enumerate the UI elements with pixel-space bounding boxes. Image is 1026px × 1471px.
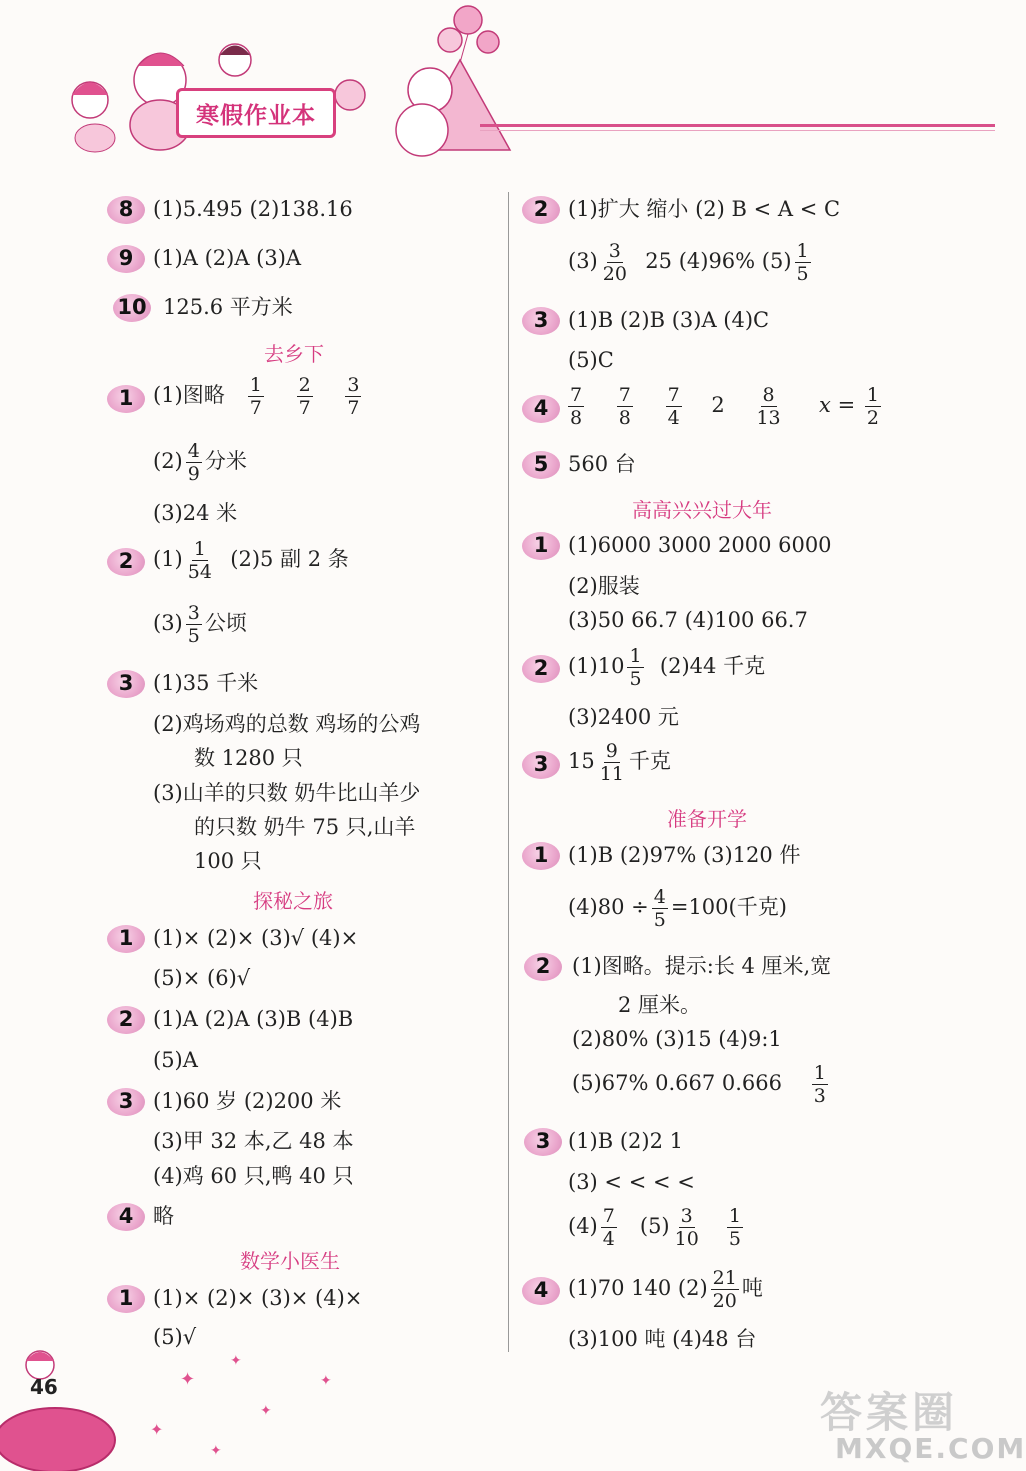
header-title: 寒假作业本	[196, 102, 316, 129]
answer-line: (3)50 66.7 (4)100 66.7	[568, 608, 808, 632]
question-badge: 1	[522, 840, 560, 870]
answer-line: (3) < < < <	[568, 1170, 695, 1194]
answer-line: $\frac{7}{8}$ $\frac{7}{8}$ $\frac{7}{4}$ 2 $\frac{8}{13}$ x = $\frac{1}{2}$	[570, 384, 879, 429]
question-badge: 1	[107, 383, 145, 413]
question-badge: 4	[522, 393, 560, 423]
answer-line: (1)10 $\frac{1}{5}$ (2)44 千克	[568, 645, 766, 690]
answer-line: (3)山羊的只数 奶牛比山羊少	[153, 781, 421, 805]
answer-line: 的只数 奶牛 75 只,山羊	[194, 815, 416, 839]
question-badge: 5	[522, 449, 560, 479]
question-badge: 3	[107, 1086, 145, 1116]
answer-line: (3)2400 元	[568, 705, 679, 729]
answer-line: (3)甲 32 本,乙 48 本	[153, 1129, 354, 1153]
svg-text:✦: ✦	[260, 1403, 272, 1419]
watermark-logo: 答案圈	[820, 1388, 959, 1437]
fraction: $\frac{3}{10}$	[674, 1205, 699, 1250]
question-badge: 2	[107, 1004, 145, 1034]
fraction: $\frac{9}{11}$	[599, 740, 624, 785]
answer-line: (2)服装	[568, 574, 640, 598]
question-badge: 1	[107, 1283, 145, 1313]
answer-line: (5)67% 0.667 0.666 $\frac{1}{3}$	[572, 1062, 826, 1107]
answer-line: (1)× (2)× (3)× (4)×	[153, 1286, 363, 1310]
fraction: $\frac{7}{8}$	[570, 384, 583, 429]
fraction: $\frac{1}{2}$	[866, 384, 879, 429]
fraction: $\frac{7}{4}$	[602, 1205, 615, 1250]
watermark-url: MXQE.COM	[835, 1432, 1026, 1465]
question-badge: 3	[522, 305, 560, 335]
question-badge: 10	[113, 292, 151, 322]
question-badge: 3	[107, 668, 145, 698]
answer-line: (1)A (2)A (3)A	[153, 246, 302, 270]
column-divider	[508, 192, 509, 1352]
answer-line: (5)A	[153, 1048, 198, 1072]
answer-line: (1)图略 $\frac{1}{7}$ $\frac{2}{7}$ $\frac{3}{7}$	[153, 374, 360, 419]
fraction: $\frac{4}{9}$	[187, 440, 200, 485]
svg-text:✦: ✦	[210, 1443, 222, 1459]
answer-line: (1)35 千米	[153, 671, 259, 695]
fraction: $\frac{3}{7}$	[347, 374, 360, 419]
svg-text:✦: ✦	[230, 1353, 242, 1369]
header-rule	[480, 124, 995, 127]
answer-line: 100 只	[194, 849, 262, 873]
question-badge: 3	[524, 1126, 562, 1156]
answer-line: (1)B (2)B (3)A (4)C	[568, 308, 770, 332]
question-badge: 2	[107, 546, 145, 576]
question-badge: 8	[107, 194, 145, 224]
answer-line: (1)60 岁 (2)200 米	[153, 1089, 342, 1113]
answer-line: (2) $\frac{4}{9}$ 分米	[153, 440, 247, 485]
answer-line: (2)80% (3)15 (4)9:1	[572, 1027, 782, 1051]
section-title: 去乡下	[264, 342, 324, 366]
question-badge: 3	[522, 749, 560, 779]
answer-line: (1)5.495 (2)138.16	[153, 197, 353, 221]
answer-line: (5)C	[568, 348, 614, 372]
answer-line: (3) $\frac{3}{20}$ 25 (4)96% (5) $\frac{1}{5}$	[568, 240, 809, 285]
fraction: $\frac{7}{8}$	[618, 384, 631, 429]
fraction: $\frac{1}{5}$	[629, 645, 642, 690]
question-badge: 4	[522, 1275, 560, 1305]
answer-line: (1)图略。提示:长 4 厘米,宽	[572, 954, 832, 978]
answer-line: (2)鸡场鸡的总数 鸡场的公鸡	[153, 712, 421, 736]
answer-line: (4)鸡 60 只,鸭 40 只	[153, 1164, 354, 1188]
answer-line: (4)80 ÷ $\frac{4}{5}$ =100(千克)	[568, 886, 787, 931]
answer-line: (1) $\frac{1}{54}$ (2)5 副 2 条	[153, 538, 349, 583]
answer-line: 15 $\frac{9}{11}$ 千克	[568, 740, 671, 785]
fraction: $\frac{7}{4}$	[667, 384, 680, 429]
question-badge: 1	[107, 923, 145, 953]
svg-text:✦: ✦	[180, 1369, 196, 1390]
fraction: $\frac{1}{7}$	[249, 374, 262, 419]
fraction: $\frac{2}{7}$	[298, 374, 311, 419]
fraction: $\frac{1}{5}$	[796, 240, 809, 285]
section-title: 探秘之旅	[253, 889, 333, 913]
answer-line: 数 1280 只	[194, 746, 303, 770]
section-title: 数学小医生	[240, 1249, 340, 1273]
question-badge: 9	[107, 243, 145, 273]
answer-line: 略	[153, 1204, 174, 1228]
fraction: $\frac{1}{5}$	[728, 1205, 741, 1250]
footer-decoration	[0, 1345, 340, 1471]
fraction: $\frac{4}{5}$	[653, 886, 666, 931]
answer-line: (1)B (2)2 1	[568, 1129, 683, 1153]
answer-line: (1)× (2)× (3)√ (4)×	[153, 926, 359, 950]
question-badge: 1	[522, 530, 560, 560]
answer-line: (3)100 吨 (4)48 台	[568, 1327, 757, 1351]
page-number: 46	[30, 1375, 58, 1399]
header-rule-thin	[480, 130, 995, 131]
fraction: $\frac{21}{20}$	[712, 1267, 737, 1312]
svg-text:✦: ✦	[150, 1420, 164, 1439]
answer-line: (4) $\frac{7}{4}$ (5) $\frac{3}{10}$ $\frac{1}{5}$	[568, 1205, 741, 1250]
answer-line: 560 台	[568, 452, 636, 476]
answer-line: (1)B (2)97% (3)120 件	[568, 843, 801, 867]
section-title: 高高兴兴过大年	[632, 498, 772, 522]
answer-line: 125.6 平方米	[163, 295, 293, 319]
svg-text:✦: ✦	[320, 1373, 332, 1389]
fraction: $\frac{8}{13}$	[756, 384, 781, 429]
fraction: $\frac{1}{3}$	[813, 1062, 826, 1107]
answer-line: (1)6000 3000 2000 6000	[568, 533, 832, 557]
answer-line: (1)70 140 (2) $\frac{21}{20}$ 吨	[568, 1267, 763, 1312]
question-badge: 4	[107, 1201, 145, 1231]
fraction: $\frac{3}{5}$	[187, 602, 200, 647]
answer-line: 2 厘米。	[618, 993, 702, 1017]
answer-line: (1)扩大 缩小 (2) B < A < C	[568, 197, 841, 221]
question-badge: 2	[522, 194, 560, 224]
fraction: $\frac{1}{54}$	[187, 538, 212, 583]
header-banner	[176, 88, 336, 138]
question-badge: 2	[522, 653, 560, 683]
answer-line: (1)A (2)A (3)B (4)B	[153, 1007, 354, 1031]
answer-line: (5)√	[153, 1325, 197, 1349]
section-title: 准备开学	[667, 807, 747, 831]
answer-line: (5)× (6)√	[153, 966, 251, 990]
fraction: $\frac{3}{20}$	[602, 240, 627, 285]
answer-line: (3) $\frac{3}{5}$ 公顷	[153, 602, 247, 647]
answer-line: (3)24 米	[153, 501, 238, 525]
question-badge: 2	[524, 951, 562, 981]
